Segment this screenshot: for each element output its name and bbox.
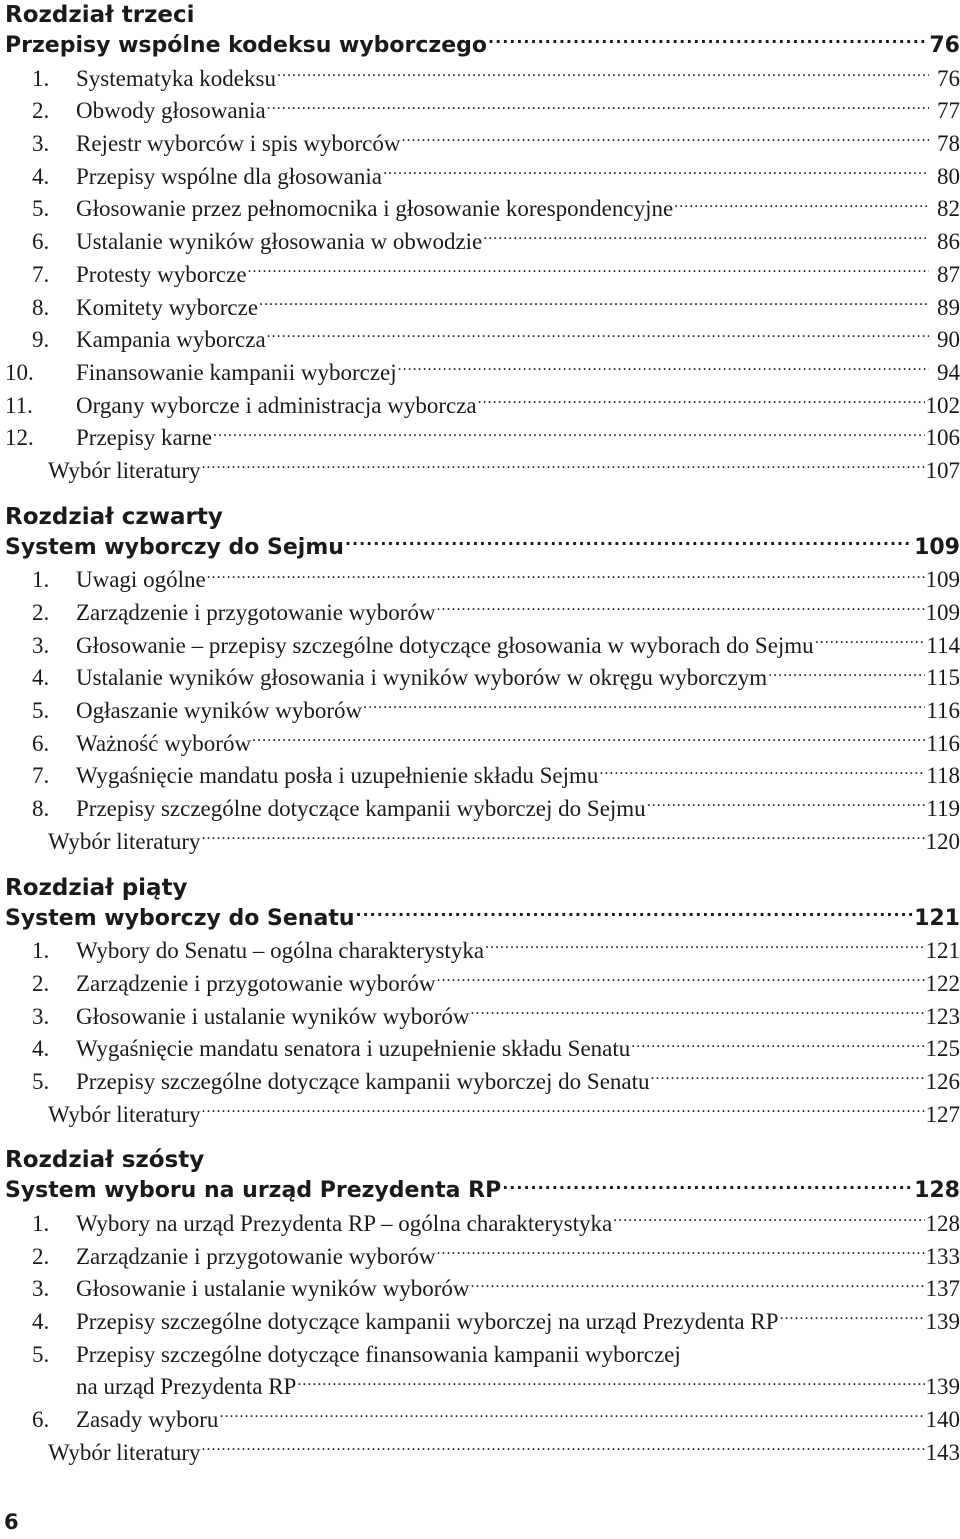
toc-entry[interactable]: [5, 1033, 960, 1066]
entry-title: Przepisy wspólne kodeksu wyborczego: [5, 33, 488, 58]
toc-entry[interactable]: [5, 1241, 960, 1274]
entry-number: 1.: [32, 65, 50, 91]
entry-title: Zasady wyboru: [76, 1407, 219, 1433]
entry-title: Wybór literatury: [48, 457, 201, 483]
dot-leader: [651, 1066, 925, 1089]
entry-page: 102: [925, 392, 960, 418]
entry-title: Protesty wyborcze: [76, 261, 247, 287]
entry-page: 116: [926, 730, 960, 756]
entry-title: Ustalanie wyników głosowania w obwodzie: [76, 229, 483, 255]
entry-title: Przepisy karne: [76, 425, 213, 451]
toc-entry[interactable]: [5, 760, 960, 793]
entry-page: 109: [925, 600, 960, 625]
entry-number: 3.: [32, 1003, 50, 1029]
entry-title: Komitety wyborcze: [76, 294, 259, 320]
entry-title: Głosowanie przez pełnomocnika i głosowanie korespondencyjne: [76, 196, 674, 222]
toc-entry[interactable]: [5, 1066, 960, 1099]
entry-title: Kampania wyborcza: [76, 327, 266, 353]
chapter-main-entry[interactable]: [5, 1175, 960, 1208]
chapter-section: [5, 859, 960, 1132]
dot-leader: [647, 793, 926, 816]
entry-number: 5.: [32, 1068, 50, 1094]
entry-title: System wyborczy do Sejmu: [5, 534, 344, 560]
dot-leader: [502, 1175, 913, 1197]
section-gap: [5, 859, 960, 873]
toc-entry[interactable]: [5, 1339, 960, 1372]
entry-title: Obwody głosowania: [76, 98, 266, 124]
chapter-heading: Rozdział czwarty: [5, 503, 223, 530]
entry-title: Przepisy szczególne dotyczące kampanii wyborczej do Sejmu: [76, 796, 646, 822]
entry-title: Wybór literatury: [48, 1101, 201, 1127]
dot-leader: [213, 422, 924, 445]
entry-page: 140: [925, 1407, 960, 1433]
chapter-heading: Rozdział piąty: [5, 874, 188, 901]
toc-entry[interactable]: [5, 128, 960, 161]
toc-entry[interactable]: [5, 390, 960, 423]
entry-page: 126: [925, 1068, 960, 1094]
entry-page: 125: [925, 1036, 960, 1062]
toc-entry[interactable]: [5, 1404, 960, 1437]
dot-leader: [483, 226, 929, 249]
dot-leader: [478, 390, 925, 413]
dot-leader: [471, 1001, 925, 1024]
entry-page: 94: [937, 359, 960, 385]
dot-leader: [488, 30, 928, 52]
entry-number: 1.: [32, 938, 50, 964]
entry-title: Głosowanie – przepisy szczególne dotyczące głosowania w wyborach do Sejmu: [76, 632, 814, 658]
toc-entry[interactable]: [5, 630, 960, 663]
dot-leader: [363, 695, 925, 718]
entry-page: 121: [925, 938, 960, 964]
entry-number: 5.: [32, 698, 50, 724]
toc-entry[interactable]: [5, 193, 960, 226]
entry-number: 3.: [32, 1276, 50, 1302]
entry-page: 80: [937, 163, 960, 189]
entry-title: Zarządzanie i przygotowanie wyborów: [76, 1243, 436, 1269]
entry-number: 5.: [32, 196, 50, 222]
entry-title: Przepisy szczególne dotyczące finansowania kampanii wyborczej: [76, 1341, 681, 1367]
entry-page: 128: [925, 1211, 960, 1236]
entry-number: 3.: [32, 131, 50, 157]
entry-number: 4.: [32, 1036, 50, 1062]
entry-page: 133: [925, 1243, 960, 1269]
entry-title: System wyborczy do Senatu: [5, 905, 355, 931]
entry-page: 76: [929, 33, 960, 58]
dot-leader: [259, 292, 929, 315]
entry-page: 127: [925, 1101, 960, 1127]
entry-number: 3.: [32, 632, 50, 658]
chapter-main-entry[interactable]: [5, 532, 960, 565]
dot-leader: [277, 63, 929, 86]
entry-title: Wybór literatury: [48, 1439, 201, 1465]
entry-title: Uwagi ogólne: [76, 567, 206, 593]
entry-page: 114: [926, 632, 960, 658]
literature-entry[interactable]: [5, 1099, 960, 1132]
chapter-heading: Rozdział trzeci: [5, 2, 195, 28]
dot-leader: [248, 259, 929, 282]
entry-title: Ustalanie wyników głosowania i wyników wyborów w okręgu wyborczym: [76, 665, 768, 691]
entry-title: Wybory do Senatu – ogólna charakterystyka: [76, 938, 485, 964]
entry-number: 10.: [5, 359, 34, 385]
toc-entry[interactable]: [5, 662, 960, 695]
dot-leader: [674, 193, 929, 216]
dot-leader: [437, 1241, 925, 1264]
dot-leader: [402, 128, 929, 151]
chapter-section: [5, 1131, 960, 1469]
dot-leader: [202, 1099, 925, 1122]
toc-entry-continuation[interactable]: [5, 1371, 960, 1404]
entry-page: 109: [914, 534, 960, 560]
entry-title: Wybór literatury: [48, 828, 201, 854]
entry-page: 89: [937, 294, 960, 320]
dot-leader: [202, 826, 925, 849]
entry-number: 2.: [32, 98, 50, 124]
entry-title: Przepisy szczególne dotyczące kampanii wyborczej do Senatu: [76, 1068, 650, 1094]
section-gap: [5, 488, 960, 502]
entry-title: Finansowanie kampanii wyborczej: [76, 359, 397, 385]
entry-page: 76: [937, 65, 960, 91]
chapter-heading: Rozdział szósty: [5, 1147, 205, 1174]
dot-leader: [485, 935, 924, 958]
entry-title: Zarządzenie i przygotowanie wyborów: [76, 600, 436, 625]
entry-title: Systematyka kodeksu: [76, 65, 276, 91]
entry-title-continued: na urząd Prezydenta RP: [76, 1374, 297, 1400]
section-gap: [5, 1131, 960, 1145]
dot-leader: [631, 1033, 924, 1056]
toc-entry[interactable]: [5, 793, 960, 826]
dot-leader: [356, 903, 914, 925]
toc-entry[interactable]: [5, 95, 960, 128]
dot-leader: [768, 662, 925, 685]
literature-entry[interactable]: [5, 1437, 960, 1470]
entry-number: 8.: [32, 294, 50, 320]
entry-page: 78: [937, 131, 960, 157]
entry-number: 2.: [32, 970, 50, 996]
toc-entry[interactable]: [5, 1001, 960, 1034]
entry-number: 1.: [32, 1211, 50, 1236]
entry-number: 12.: [5, 425, 34, 451]
dot-leader: [345, 532, 913, 554]
entry-number: 1.: [32, 567, 50, 593]
entry-number: 2.: [32, 1243, 50, 1269]
toc-entry[interactable]: [5, 1208, 960, 1241]
entry-number: 6.: [32, 730, 50, 756]
entry-page: 109: [925, 567, 960, 593]
entry-page: 120: [925, 828, 960, 854]
entry-number: 2.: [32, 600, 50, 625]
toc-entry[interactable]: [5, 259, 960, 292]
dot-leader: [437, 968, 925, 991]
dot-leader: [780, 1306, 925, 1329]
toc-entry[interactable]: [5, 1273, 960, 1306]
entry-number: 6.: [32, 1407, 50, 1433]
entry-title: Zarządzenie i przygotowanie wyborów: [76, 970, 436, 996]
page-number: 6: [4, 1510, 19, 1534]
entry-page: 121: [914, 905, 960, 931]
dot-leader: [267, 95, 929, 118]
entry-number: 7.: [32, 261, 50, 287]
toc-entry[interactable]: [5, 63, 960, 96]
dot-leader: [599, 760, 925, 783]
dot-leader: [398, 357, 929, 380]
entry-page: 116: [926, 698, 960, 724]
entry-page: 123: [925, 1003, 960, 1029]
entry-page: 137: [925, 1276, 960, 1302]
entry-title: System wyboru na urząd Prezydenta RP: [5, 1178, 502, 1204]
toc-entry[interactable]: [5, 597, 960, 630]
entry-title: Przepisy szczególne dotyczące kampanii wyborczej na urząd Prezydenta RP: [76, 1309, 779, 1335]
entry-page: 107: [925, 457, 960, 483]
entry-title: Wybory na urząd Prezydenta RP – ogólna charakterystyka: [76, 1211, 613, 1236]
entry-number: 4.: [32, 1309, 50, 1335]
dot-leader: [202, 1437, 925, 1460]
toc-entry[interactable]: [5, 564, 960, 597]
dot-leader: [219, 1404, 924, 1427]
dot-leader: [252, 728, 925, 751]
entry-page: 122: [925, 970, 960, 996]
entry-page: 77: [937, 98, 960, 124]
entry-page: 106: [925, 425, 960, 451]
toc-entry[interactable]: [5, 324, 960, 357]
dot-leader: [297, 1371, 924, 1394]
entry-title: Głosowanie i ustalanie wyników wyborów: [76, 1003, 470, 1029]
dot-leader: [383, 161, 929, 184]
chapter-section: [5, 488, 960, 859]
toc-entry[interactable]: [5, 292, 960, 325]
toc-entry[interactable]: [5, 357, 960, 390]
dot-leader: [437, 597, 925, 620]
dot-leader: [471, 1273, 925, 1296]
entry-title: Ogłaszanie wyników wyborów: [76, 698, 363, 724]
entry-number: 7.: [32, 763, 50, 789]
entry-title: Ważność wyborów: [76, 730, 252, 756]
toc-entry[interactable]: [5, 695, 960, 728]
entry-title: Wygaśnięcie mandatu posła i uzupełnienie składu Sejmu: [76, 763, 599, 789]
entry-title: Przepisy wspólne dla głosowania: [76, 163, 382, 189]
chapter-main-entry[interactable]: [5, 30, 960, 63]
entry-page: 115: [926, 665, 960, 691]
entry-number: 11.: [5, 392, 33, 418]
entry-title: Głosowanie i ustalanie wyników wyborów: [76, 1276, 470, 1302]
entry-page: 128: [914, 1178, 960, 1204]
entry-number: 4.: [32, 665, 50, 691]
toc-entry[interactable]: [5, 161, 960, 194]
entry-page: 118: [926, 763, 960, 789]
entry-page: 86: [937, 229, 960, 255]
entry-page: 143: [925, 1439, 960, 1465]
toc-entry[interactable]: [5, 935, 960, 968]
entry-number: 8.: [32, 796, 50, 822]
table-of-contents: [5, 0, 960, 1470]
entry-page: 119: [926, 796, 960, 822]
dot-leader: [202, 455, 925, 478]
dot-leader: [613, 1208, 924, 1231]
entry-title: Organy wyborcze i administracja wyborcza: [76, 392, 477, 418]
entry-title: Rejestr wyborców i spis wyborców: [76, 131, 401, 157]
toc-entry[interactable]: [5, 968, 960, 1001]
toc-entry[interactable]: [5, 422, 960, 455]
entry-page: 139: [925, 1374, 960, 1400]
entry-page: 139: [925, 1309, 960, 1335]
toc-entry[interactable]: [5, 1306, 960, 1339]
literature-entry[interactable]: [5, 826, 960, 859]
dot-leader: [207, 564, 925, 587]
entry-page: 87: [937, 261, 960, 287]
entry-page: 82: [937, 196, 960, 222]
dot-leader: [815, 630, 926, 653]
entry-page: 90: [937, 327, 960, 353]
entry-number: 4.: [32, 163, 50, 189]
entry-title: Wygaśnięcie mandatu senatora i uzupełnienie składu Senatu: [76, 1036, 631, 1062]
dot-leader: [267, 324, 929, 347]
chapter-main-entry[interactable]: [5, 903, 960, 936]
toc-entry[interactable]: [5, 226, 960, 259]
toc-entry[interactable]: [5, 728, 960, 761]
entry-number: 6.: [32, 229, 50, 255]
entry-number: 9.: [32, 327, 50, 353]
literature-entry[interactable]: [5, 455, 960, 488]
entry-number: 5.: [32, 1341, 50, 1367]
chapter-section: [5, 0, 960, 488]
